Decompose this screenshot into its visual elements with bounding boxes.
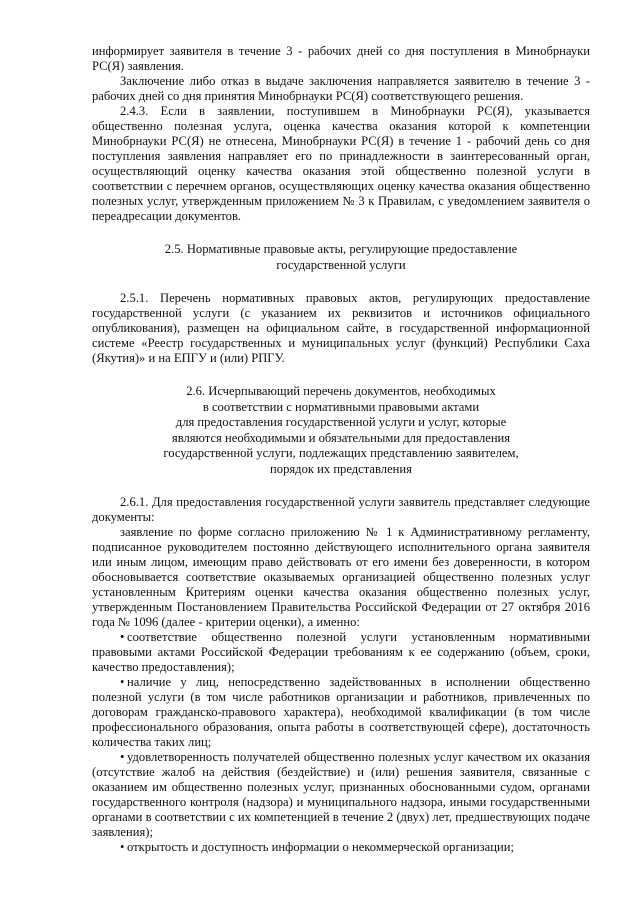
list-item (92, 750, 590, 840)
heading-line: для предоставления государственной услуги и услуг, которые (175, 415, 507, 429)
heading-line: государственной услуги, подлежащих представлению заявителем, (163, 446, 519, 460)
section-2-6-heading (92, 384, 590, 477)
section-2-5-heading (92, 242, 590, 273)
heading-line: в соответствии с нормативными правовыми актами (202, 399, 480, 414)
paragraph-conclusion-refusal: Заключение либо отказ в выдаче заключения направляется заявителю в течение 3 - рабочих дней со дня принятия Минобрнауки РС(Я) соответствующего решения. (92, 74, 590, 103)
bullet-icon: • (120, 630, 125, 644)
list-item-text: открытость и доступность информации о некоммерческой организации; (127, 840, 514, 854)
paragraph-2-5-1: 2.5.1. Перечень нормативных правовых актов, регулирующих предоставление государственной услуги (с указанием их реквизитов и источников официального опубликования), размещен на официальном сайте, в государственной информационной системе «Реестр государственных и муниципальных услуг (функций) Республики Саха (Якутия)» и на ЕПГУ и (или) РПГУ. (92, 291, 590, 365)
list-item (92, 675, 590, 750)
paragraph-2-6-1: 2.6.1. Для предоставления государственной услуги заявитель представляет следующие документы: (92, 495, 590, 524)
paragraph-2-4-3: 2.4.3. Если в заявлении, поступившем в Минобрнауки РС(Я), указывается общественно полезная услуга, оценка качества оказания которой к компетенции Минобрнауки РС(Я) не отнесена, Минобрнауки РС(Я) в течение 1 - рабочий день со дня поступления заявления направляет его по принадлежности в заинтересованный орган, осуществляющий оценку качества оказания этой общественно полезной услуги в соответствии с перечнем органов, осуществляющих оценку качества оказания общественно полезных услуг, утвержденным приложением № 3 к Правилам, с уведомлением заявителя о переадресации документов. (92, 104, 590, 223)
list-item (92, 840, 590, 855)
heading-line: 2.5. Нормативные правовые акты, регулирующие предоставление (164, 242, 518, 256)
heading-line: являются необходимыми и обязательными для предоставления (171, 430, 511, 445)
paragraph-application-form: заявление по форме согласно приложению № 1 к Административному регламенту, подписанное руководителем постоянно действующего исполнительного органа заявителя или иным лицом, имеющим право действовать от его имени без доверенности, в котором обосновывается соответствие оказываемых организацией общественно полезных услуг установленным Критериям оценки качества оказания общественно полезных услуг, утвержденным Постановлением Правительства Российской Федерации от 27 октября 2016 года № 1096 (далее - критерии оценки), а именно: (92, 525, 590, 629)
bullet-icon: • (120, 750, 125, 764)
list-item (92, 630, 590, 675)
heading-line: 2.6. Исчерпывающий перечень документов, необходимых (186, 384, 496, 398)
heading-line: государственной услуги (276, 257, 406, 272)
bullet-icon: • (120, 675, 125, 689)
heading-line: порядок их представления (270, 461, 412, 476)
list-item-text: наличие у лиц, непосредственно задействованных в исполнении общественно полезной услуги (в том числе работников организации и работников, привлеченных по договорам гражданско-правового характера), необходимой квалификации (в том числе профессионального образования, опыта работы в соответствующей сфере), достаточность количества таких лиц; (92, 675, 590, 749)
paragraph-inform-applicant: информирует заявителя в течение 3 - рабочих дней со дня поступления в Минобрнауки РС(Я) заявления. (92, 44, 590, 73)
list-item-text: соответствие общественно полезной услуги установленным нормативными правовыми актами Российской Федерации требованиям к ее содержанию (объем, сроки, качество предоставления); (92, 630, 590, 674)
bullet-icon: • (120, 840, 125, 854)
list-item-text: удовлетворенность получателей общественно полезных услуг качеством их оказания (отсутствие жалоб на действия (бездействие) и (или) решения заявителя, связанные с оказанием им общественно полезных услуг, признанных обоснованными судом, органами государственного контроля (надзора) и муниципального надзора, иными государственными органами в соответствии с их компетенцией в течение 2 (двух) лет, предшествующих подаче заявления); (92, 750, 590, 839)
